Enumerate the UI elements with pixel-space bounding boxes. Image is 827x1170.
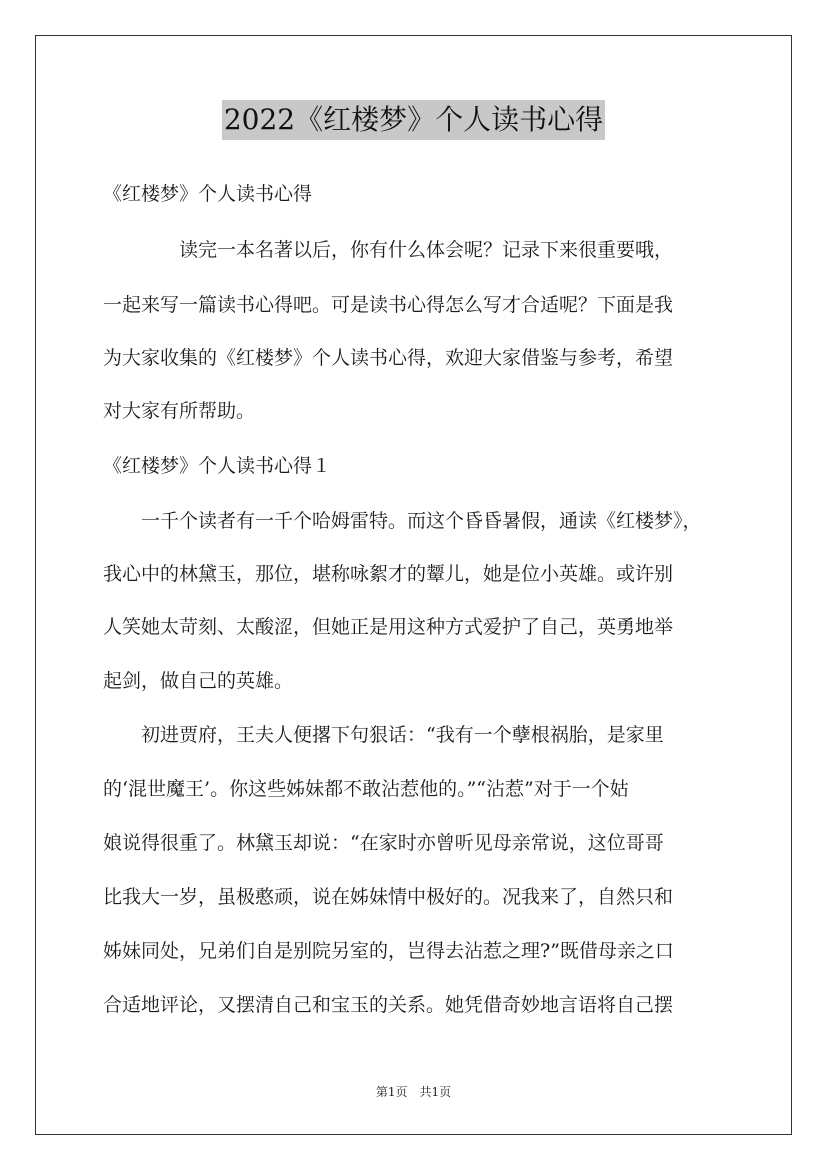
title-container xyxy=(0,100,827,140)
body-line: 合适地评论，又摆清自己和宝玉的关系。她凭借奇妙地言语将自己摆 xyxy=(103,994,674,1016)
body-line: 读完一本名著以后，你有什么体会呢？记录下来很重要哦， xyxy=(103,239,674,261)
section-heading: 《红楼梦》个人读书心得 xyxy=(103,183,313,205)
body-line: 初进贾府，王夫人便撂下句狠话：“我有一个孽根祸胎，是家里 xyxy=(103,724,664,746)
body-line: 姊妹同处，兄弟们自是别院另室的，岂得去沾惹之理?”既借母亲之口 xyxy=(103,940,674,962)
body-line: 比我大一岁，虽极憨顽，说在姊妹情中极好的。况我来了，自然只和 xyxy=(103,886,674,908)
body-line: 起剑，做自己的英雄。 xyxy=(103,670,294,692)
page-footer: 第1页 共1页 xyxy=(375,1085,452,1099)
body-line: 人笑她太苛刻、太酸涩，但她正是用这种方式爱护了自己，英勇地举 xyxy=(103,616,674,638)
body-line: 为大家收集的《红楼梦》个人读书心得，欢迎大家借鉴与参考，希望 xyxy=(103,347,674,369)
body-line: 娘说得很重了。林黛玉却说：“在家时亦曾听见母亲常说，这位哥哥 xyxy=(103,832,664,854)
body-line: 的‘混世魔王’。你这些姊妹都不敢沾惹他的。”“沾惹”对于一个姑 xyxy=(103,778,629,800)
body-line: 我心中的林黛玉，那位，堪称咏絮才的颦儿，她是位小英雄。或许别 xyxy=(103,563,674,585)
body-line: 一千个读者有一千个哈姆雷特。而这个昏昏暑假，通读《红楼梦》， xyxy=(103,510,702,532)
body-line: 对大家有所帮助。 xyxy=(103,400,256,422)
section-heading: 《红楼梦》个人读书心得１ xyxy=(103,455,332,477)
body-line: 一起来写一篇读书心得吧。可是读书心得怎么写才合适呢？下面是我 xyxy=(103,294,674,316)
document-title: 2022《红楼梦》个人读书心得 xyxy=(222,100,605,140)
